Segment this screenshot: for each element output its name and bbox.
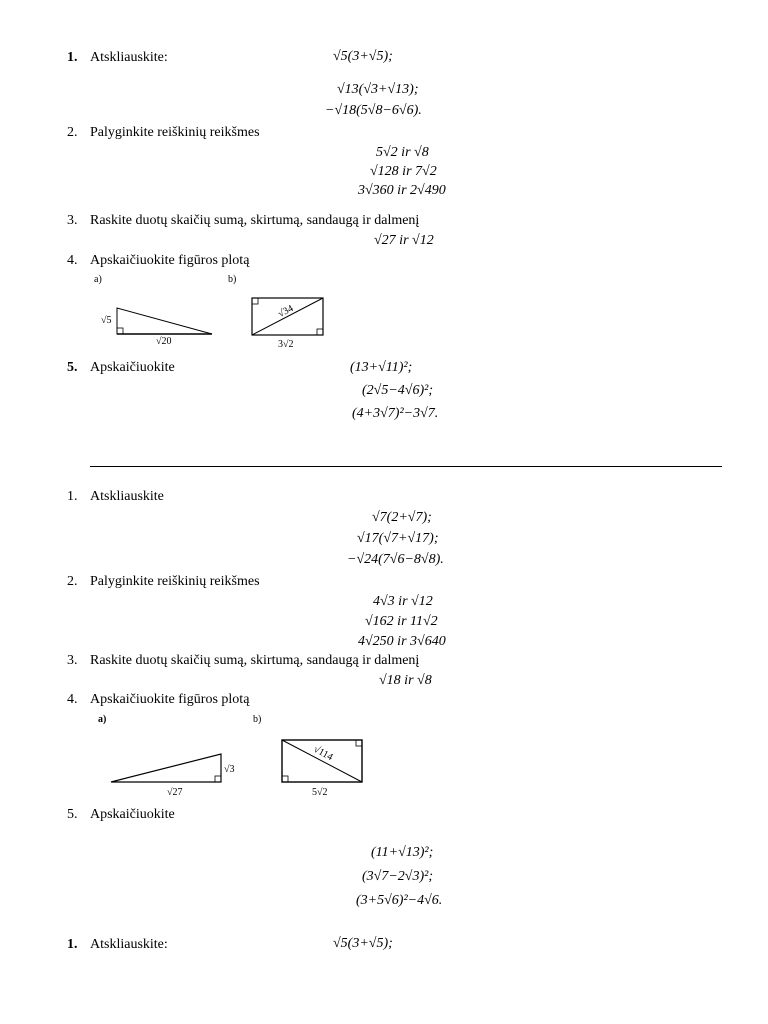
task3-text-2: Raskite duotų skaičių sumą, skirtumą, sandaugą ir dalmenį [90,653,420,668]
expr3-1a: √5(3+√5); [333,936,393,951]
expr-1c: −√18(5√8−6√6). [325,103,422,118]
expr-1b: √13(√3+√13); [337,82,419,97]
expr-1a: √5(3+√5); [333,49,393,64]
task1-number: 1. [67,50,78,65]
task3-number: 3. [67,213,78,228]
expr2-5b: (3√7−2√3)²; [362,869,433,884]
expr2-2a: 4√3 ir √12 [373,594,433,609]
expr-5a: (13+√11)²; [350,360,413,375]
expr-2c: 3√360 ir 2√490 [358,183,446,198]
figure-b-label-2: b) [253,714,262,725]
expr-5b: (2√5−4√6)²; [362,383,433,398]
expr2-2c: 4√250 ir 3√640 [358,634,446,649]
task2-number: 2. [67,125,78,140]
task4-text-2: Apskaičiuokite figūros plotą [90,692,250,707]
task5-text-2: Apskaičiuokite [90,807,175,822]
task2-number-2: 2. [67,574,78,589]
expr2-5c: (3+5√6)²−4√6. [356,893,443,908]
rectangle-b-base-label: 3√2 [278,339,294,350]
expr-5c: (4+3√7)²−3√7. [352,406,439,421]
figure-a-label-2: a) [98,714,107,725]
expr-2a: 5√2 ir √8 [376,145,429,160]
task4-number-2: 4. [67,692,78,707]
task1-text-2: Atskliauskite [90,489,164,504]
task2-text: Palyginkite reiškinių reikšmes [90,125,260,140]
task5-number: 5. [67,360,78,375]
expr2-1a: √7(2+√7); [372,510,432,525]
rectangle-b-diagonal-label-2: √114 [311,743,335,764]
expr2-3a: √18 ir √8 [379,673,432,688]
task1-number-3: 1. [67,937,78,952]
task3-text: Raskite duotų skaičių sumą, skirtumą, sandaugą ir dalmenį [90,213,420,228]
expr2-5a: (11+√13)²; [371,845,434,860]
task1-text-3: Atskliauskite: [90,937,168,952]
expr-2b: √128 ir 7√2 [370,164,437,179]
expr-3a: √27 ir √12 [374,233,434,248]
task3-number-2: 3. [67,653,78,668]
task1-number-2: 1. [67,489,78,504]
expr2-1b: √17(√7+√17); [357,531,439,546]
triangle-a-base-label: √20 [156,336,172,347]
triangle-a-side-label: √5 [101,315,112,326]
figure-b-label: b) [228,274,237,285]
expr2-1c: −√24(7√6−8√8). [347,552,444,567]
triangle-a-base-label-2: √27 [167,787,183,798]
task5-number-2: 5. [67,807,78,822]
rectangle-b-base-label-2: 5√2 [312,787,328,798]
task4-text: Apskaičiuokite figūros plotą [90,253,250,268]
task4-number: 4. [67,253,78,268]
task2-text-2: Palyginkite reiškinių reikšmes [90,574,260,589]
expr2-2b: √162 ir 11√2 [365,614,438,629]
task1-text: Atskliauskite: [90,50,168,65]
triangle-a-side-label-2: √3 [224,764,235,775]
figure-a-label: a) [94,274,102,285]
task5-text: Apskaičiuokite [90,360,175,375]
rectangle-b-diagonal-label: √34 [276,303,296,320]
